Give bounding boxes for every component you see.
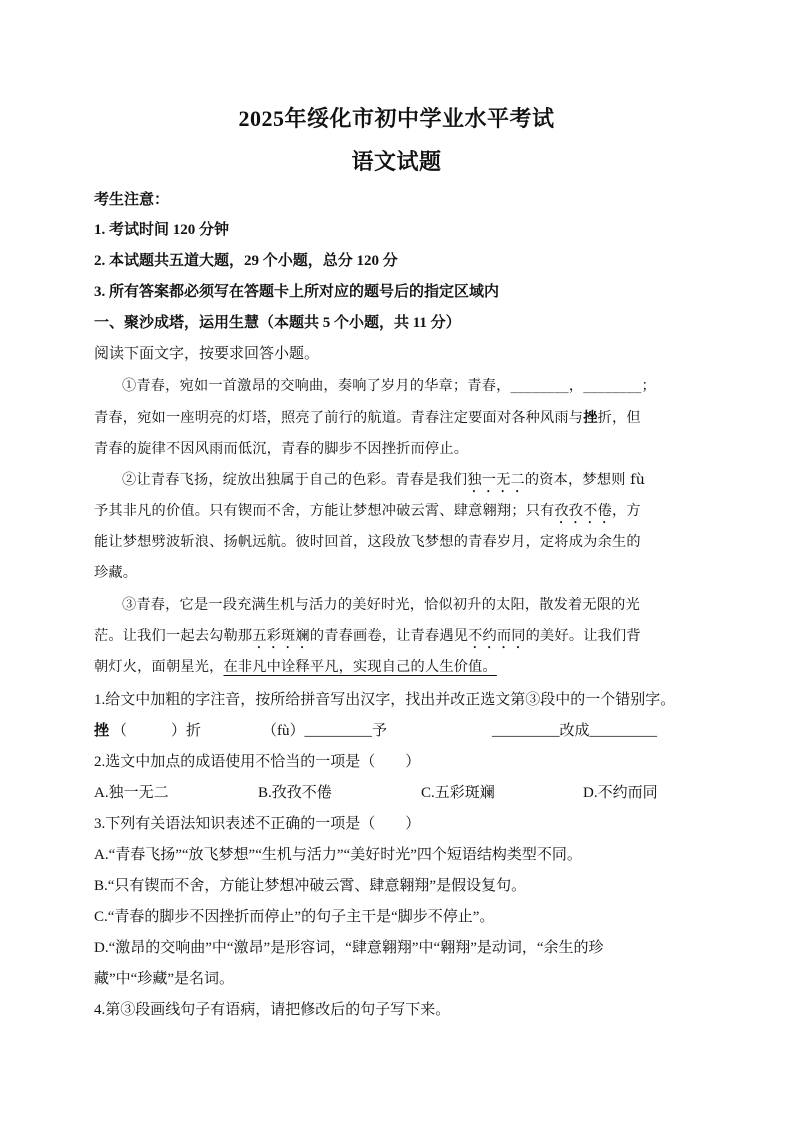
dotted-idiom: 孜孜不倦 <box>554 503 612 519</box>
passage-p1-line2 <box>94 407 700 427</box>
passage-p3-line2 <box>94 625 700 652</box>
exam-title: 2025年绥化市初中学业水平考试 <box>238 106 555 131</box>
q2-stem: 2.选文中加点的成语使用不恰当的一项是（ ） <box>94 754 421 770</box>
passage-text: 的青春画卷，让青春遇见 <box>309 628 469 644</box>
passage-p2-line3: 能让梦想劈波斩浪、扬帆远航。彼时回首，这段放飞梦想的青春岁月，定将成为余生的 <box>94 534 641 550</box>
q1-paren-close: ）折 <box>171 723 202 739</box>
passage-p2-line1 <box>122 469 702 496</box>
passage-text: 的美好。让我们背 <box>525 628 641 644</box>
passage-p2-line2 <box>94 500 700 527</box>
q3-option-c[interactable]: C.“青春的脚步不因挫折而停止”的句子主干是“脚步不停止”。 <box>94 909 495 925</box>
passage-text: 茫。让我们一起去勾勒那 <box>94 628 253 644</box>
q2-option-a[interactable]: A.独一无二 <box>94 785 169 801</box>
q3-stem: 3.下列有关语法知识表述不正确的一项是（ ） <box>94 816 421 832</box>
passage-p3-line3 <box>94 656 700 676</box>
passage-text: 朝灯火，面朝星光， <box>94 659 224 675</box>
section-instruction: 阅读下面文字，按要求回答小题。 <box>94 346 320 362</box>
underlined-sentence: 在非凡中诠释平凡，实现自己的人生价值。 <box>223 659 497 675</box>
q1-pinyin-blank[interactable]: （fù）_________予 <box>262 723 387 739</box>
passage-text: ，方 <box>611 503 641 519</box>
exam-subtitle: 语文试题 <box>351 149 442 174</box>
passage-text: 青春，宛如一座明亮的灯塔，照亮了前行的航道。青春注定要面对各种风雨与 <box>94 410 584 426</box>
q2-option-b[interactable]: B.孜孜不倦 <box>258 785 332 801</box>
notice-item-3: 3. 所有答案都必须写在答题卡上所对应的题号后的指定区域内 <box>94 284 500 300</box>
q1-paren-open: （ <box>112 723 128 739</box>
dotted-idiom: 独一无二 <box>467 472 525 488</box>
dotted-idiom: 不约而同 <box>468 628 526 644</box>
q1-stem: 1.给文中加粗的字注音，按所给拼音写出汉字，找出并改正选文第③段中的一个错别字。 <box>94 692 676 708</box>
q3-option-d[interactable]: D.“激昂的交响曲”中“激昂”是形容词，“肆意翱翔”中“翱翔”是动词，“余生的珍 <box>94 940 604 956</box>
passage-text: ②让青春飞扬，绽放出独属于自己的色彩。青春是我们 <box>122 472 468 488</box>
q3-option-b[interactable]: B.“只有锲而不舍，方能让梦想冲破云霄、肆意翱翔”是假设复句。 <box>94 878 527 894</box>
passage-text: 的资本，梦想则 fù <box>524 472 646 488</box>
passage-p2-line4: 珍藏。 <box>94 565 138 581</box>
notice-heading: 考生注意： <box>94 192 170 208</box>
section-heading: 一、聚沙成塔，运用生慧（本题共 5 个小题，共 11 分） <box>94 315 461 331</box>
notice-item-2: 2. 本试题共五道大题，29 个小题，总分 120 分 <box>94 253 398 269</box>
q1-char: 挫 <box>94 723 110 739</box>
q1-correction-blank[interactable]: _________改成_________ <box>492 723 658 739</box>
passage-p1-line3: 青春的旋律不因风雨而低沉，青春的脚步不因挫折而停止。 <box>94 441 469 457</box>
passage-text: 折，但 <box>597 410 641 426</box>
passage-p1-line1: ①青春，宛如一首激昂的交响曲，奏响了岁月的华章；青春，________，________； <box>122 378 656 394</box>
dotted-idiom: 五彩斑斓 <box>252 628 310 644</box>
q2-option-d[interactable]: D.不约而同 <box>583 785 658 801</box>
bold-char: 挫 <box>583 410 598 426</box>
passage-p3-line1: ③青春，它是一段充满生机与活力的美好时光，恰似初升的太阳，散发着无限的光 <box>122 597 640 613</box>
q3-option-d-cont: 藏”中“珍藏”是名词。 <box>94 971 234 987</box>
q2-option-c[interactable]: C.五彩斑斓 <box>421 785 495 801</box>
notice-item-1: 1. 考试时间 120 分钟 <box>94 222 230 238</box>
q4-stem: 4.第③段画线句子有语病，请把修改后的句子写下来。 <box>94 1002 451 1018</box>
passage-text: 予其非凡的价值。只有锲而不舍，方能让梦想冲破云霄、肆意翱翔；只有 <box>94 503 555 519</box>
q3-option-a[interactable]: A.“青春飞扬”“放飞梦想”“生机与活力”“美好时光”四个短语结构类型不同。 <box>94 847 582 863</box>
